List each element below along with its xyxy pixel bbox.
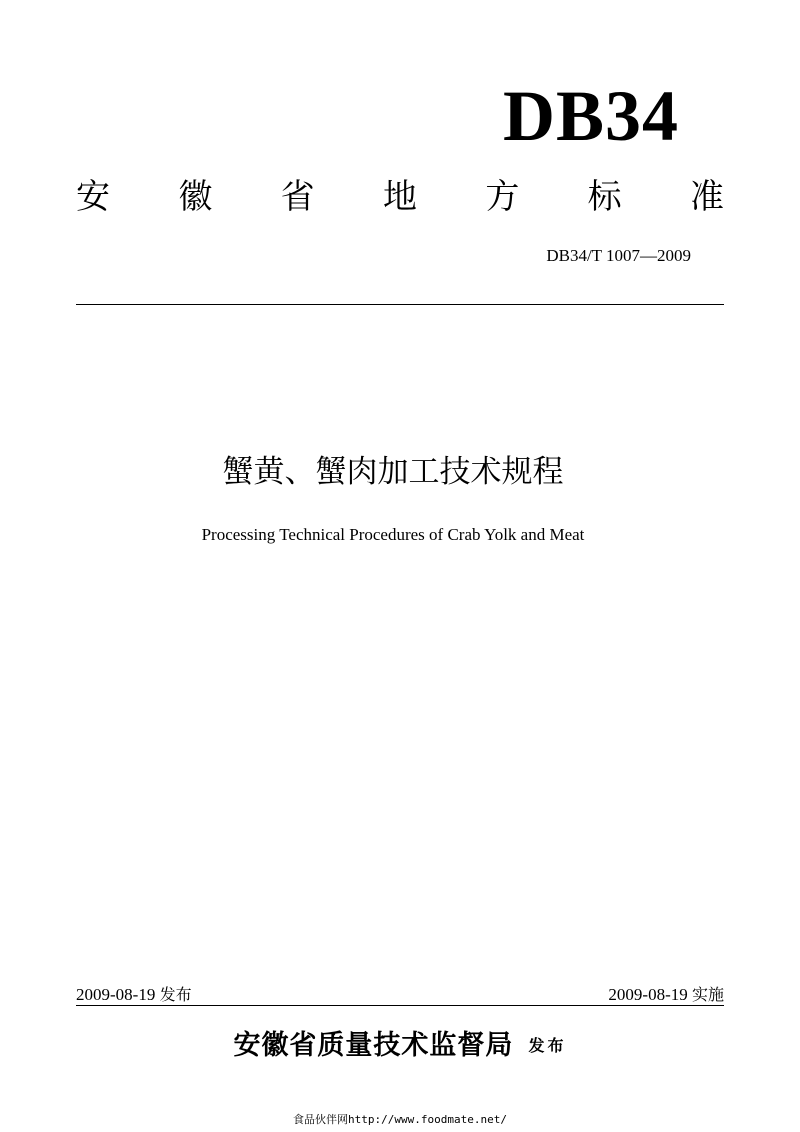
top-divider [76,304,724,305]
source-footer: 食品伙伴网http://www.foodmate.net/ [293,1113,507,1126]
implement-label: 实施 [691,985,724,1004]
standard-type-char: 安 [76,177,110,217]
standard-code-large: DB34 [502,76,679,156]
implement-date: 2009-08-19 [608,985,688,1004]
publish-date-line [76,984,192,1006]
bottom-divider [76,1005,724,1006]
standard-number: DB34/T 1007—2009 [546,246,691,265]
issuer-line [0,1026,800,1066]
standard-type-char: 准 [689,177,724,217]
publish-label: 发布 [159,985,192,1004]
standard-type-char: 省 [280,177,315,217]
document-title-chinese: 蟹黄、蟹肉加工技术规程 [222,454,564,490]
standard-type-char: 徽 [178,177,213,217]
standard-type-heading [76,172,724,222]
publish-date: 2009-08-19 [76,985,156,1004]
issuing-authority: 安徽省质量技术监督局 [233,1030,514,1061]
issuer-action: 发布 [528,1036,567,1055]
standard-type-char: 标 [587,177,622,217]
standard-type-char: 方 [485,177,520,217]
standard-type-char: 地 [382,177,417,217]
implement-date-line [608,984,724,1006]
document-title-english: Processing Technical Procedures of Crab Yolk and Meat [201,525,585,544]
